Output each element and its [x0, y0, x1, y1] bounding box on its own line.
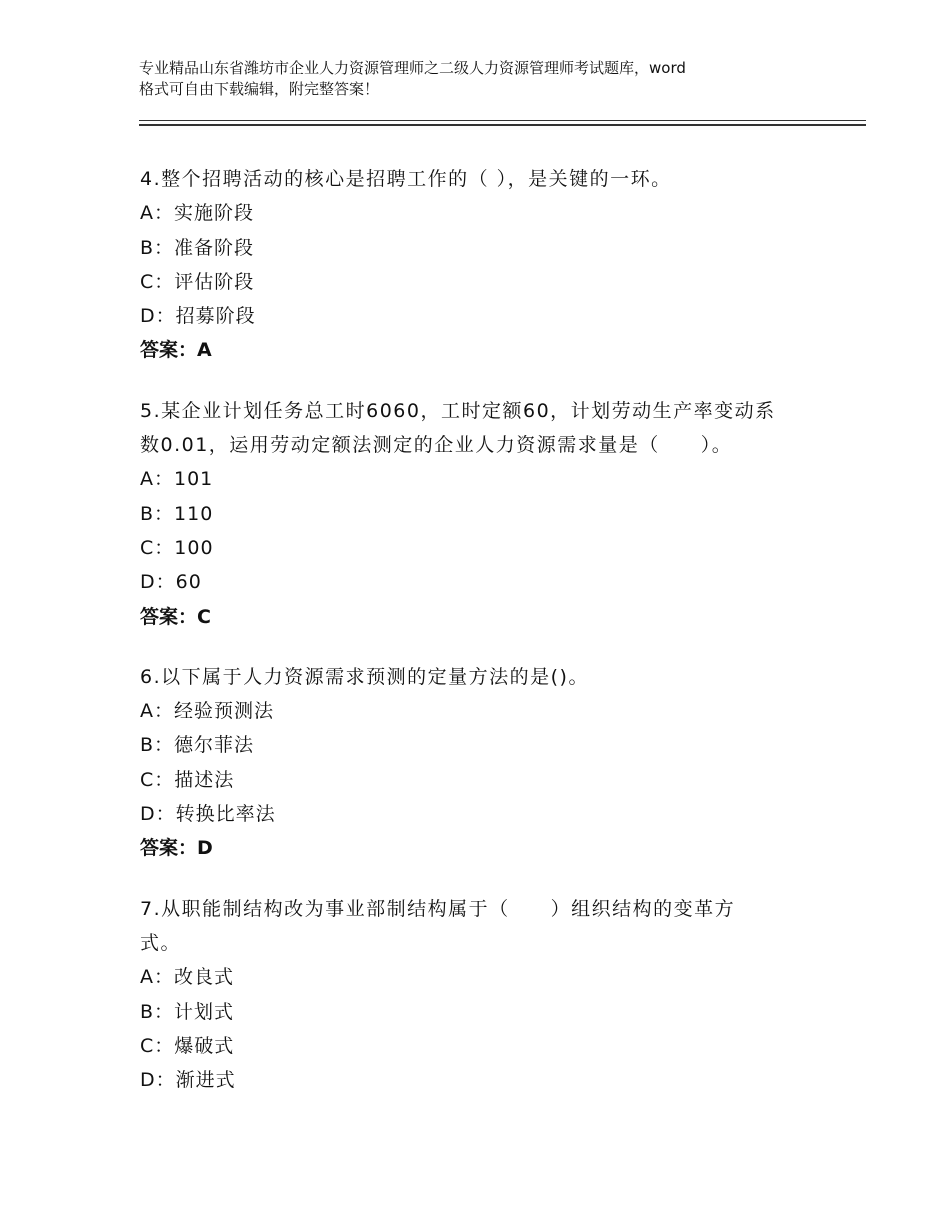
answer-label: 答案：A [140, 339, 212, 362]
option-d: D：60 [140, 571, 202, 594]
header-divider-thick [139, 124, 866, 126]
answer-label: 答案：C [140, 605, 211, 628]
question-6 [140, 660, 820, 866]
option-b: B：110 [140, 502, 214, 525]
question-text-continued: 式。 [140, 931, 182, 954]
header-divider-thin [139, 120, 866, 121]
option-d: D：渐进式 [140, 1069, 236, 1092]
question-5 [140, 394, 820, 634]
option-a: A：改良式 [140, 966, 234, 989]
option-b: B：准备阶段 [140, 236, 255, 259]
document-header [139, 58, 829, 100]
option-b: B：计划式 [140, 1000, 235, 1023]
option-c: C：100 [140, 536, 214, 559]
option-a: A：实施阶段 [140, 202, 254, 225]
option-a: A：经验预测法 [140, 700, 274, 723]
question-text: 6.以下属于人力资源需求预测的定量方法的是()。 [140, 665, 589, 688]
question-7 [140, 892, 820, 1098]
question-text: 4.整个招聘活动的核心是招聘工作的（ ），是关键的一环。 [140, 168, 672, 190]
option-c: C：爆破式 [140, 1034, 235, 1057]
option-b: B：德尔菲法 [140, 734, 255, 757]
question-text: 7.从职能制结构改为事业部制结构属于（ ）组织结构的变革方 [140, 897, 736, 920]
header-line-1: 专业精品山东省潍坊市企业人力资源管理师之二级人力资源管理师考试题库，word [139, 59, 686, 77]
question-list [140, 162, 820, 1123]
question-text: 5.某企业计划任务总工时6060，工时定额60，计划劳动生产率变动系 [140, 399, 776, 422]
question-text-continued: 数0.01，运用劳动定额法测定的企业人力资源需求量是（ ）。 [140, 434, 733, 457]
option-c: C：描述法 [140, 768, 235, 791]
header-line-2: 格式可自由下载编辑，附完整答案！ [139, 80, 380, 98]
option-d: D：招募阶段 [140, 305, 256, 328]
option-c: C：评估阶段 [140, 270, 255, 293]
option-a: A：101 [140, 468, 214, 491]
answer-label: 答案：D [140, 837, 213, 860]
question-4 [140, 162, 820, 368]
option-d: D：转换比率法 [140, 803, 276, 826]
